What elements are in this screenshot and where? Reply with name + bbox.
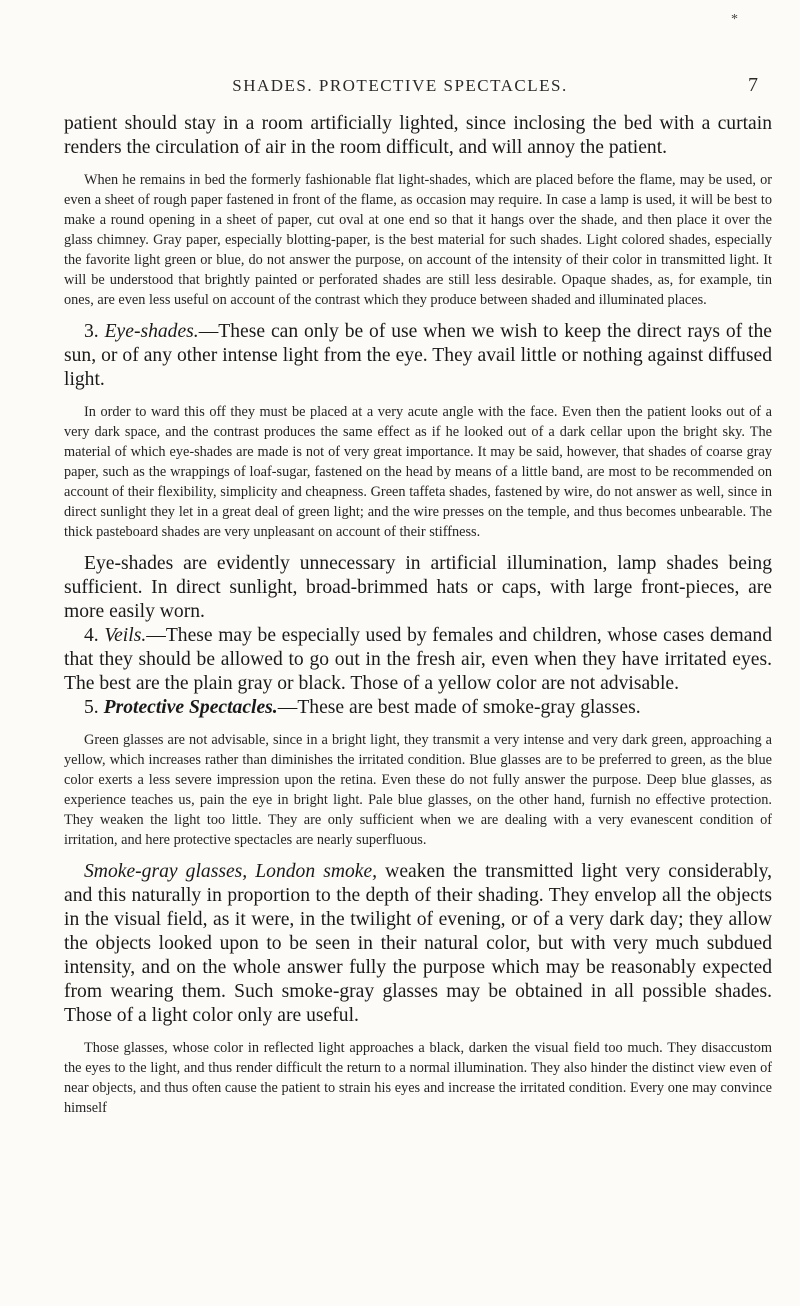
section-number: 5. xyxy=(84,697,99,718)
page-body xyxy=(64,112,772,1118)
margin-mark: * xyxy=(731,12,738,27)
paragraph-continuation: patient should stay in a room artificially lighted, since inclosing the bed with a curtain renders the circulation of air in the room difficult, and will annoy the patient. xyxy=(64,113,772,158)
section-body: weaken the transmitted light very considerably, and this naturally in proportion to the depth of their shading. They envelop all the objects in the visual field, as it were, in the twilight of evening, or of a very dark day; they allow the objects looked upon to be seen in their natural color, but with very much subdued intensity, and on the whole answer fully the purpose which may be reasonably expected from wearing them. Such smoke-gray glasses may be obtained in all possible shades. Those of a light color only are useful. xyxy=(64,861,773,1026)
paragraph-smoke-gray xyxy=(64,860,772,1028)
section-heading-eye-shades: Eye-shades. xyxy=(104,321,199,342)
running-title: SHADES. PROTECTIVE SPECTACLES. xyxy=(232,76,568,95)
paragraph-lamp-shades: Eye-shades are evidently unnecessary in artificial illumination, lamp shades being sufficient. In direct sunlight, broad-brimmed hats or caps, with large front-pieces, are more easily worn. xyxy=(64,553,772,622)
paragraph-small-light-shades: When he remains in bed the formerly fashionable flat light-shades, which are placed before the flame, may be used, or even a sheet of rough paper fastened in front of the flame, as occasion may require. In case a lamp is used, it will be best to make a round opening in a sheet of paper, cut oval at one end so that it hangs over the shade, and then place it over the glass chimney. Gray paper, especially blotting-paper, is the best material for such shades. Light colored shades, especially the favorite light green or blue, do not answer the purpose, on account of the intensity of their color in transmitted light. It will be understood that brightly painted or perforated shades are still less desirable. Opaque shades, as, for example, tin ones, are even less useful on account of the contrast which they produce between shaded and illuminated places. xyxy=(64,172,772,308)
paragraph-small-eye-shades: In order to ward this off they must be placed at a very acute angle with the face. Even then the patient looks out of a very dark space, and the contrast produces the same effect as if he looked out of a dark cellar upon the bright sky. The material of which eye-shades are made is not of very great importance. It may be said, however, that shades of coarse gray paper, such as the wrappings of loaf-sugar, fastened on the head by means of a little band, are most to be recommended on account of their flexibility, simplicity and cheapness. Green taffeta shades, fastened by wire, do not answer as well, since in direct sunlight they let in a great deal of green light; and the wire presses on the temple, and thus becomes unbearable. The thick pasteboard shades are very unpleasant on account of their stiffness. xyxy=(64,404,772,540)
section-number: 3. xyxy=(84,321,99,342)
section-body: —These can only be of use when we wish to keep the direct rays of the sun, or of any other intense light from the eye. They avail little or nothing against diffused light. xyxy=(64,321,772,390)
section-heading-protective-spectacles: Protective Spectacles. xyxy=(103,697,278,718)
running-head xyxy=(0,12,800,100)
paragraph-veils xyxy=(64,624,772,696)
section-body: —These may be especially used by females and children, whose cases demand that they should be allowed to go out in the fresh air, even when they have irritated eyes. The best are the plain gray or black. Those of a yellow color are not advisable. xyxy=(64,625,772,694)
term-smoke-gray-glasses: Smoke-gray glasses, London smoke, xyxy=(84,861,378,882)
page-number: 7 xyxy=(748,74,758,96)
section-number: 4. xyxy=(84,625,99,646)
paragraph-small-green-glasses: Green glasses are not advisable, since in a bright light, they transmit a very intense and very dark green, approaching a yellow, which increases rather than diminishes the irritated condition. Blue glasses are to be preferred to green, as the blue color exerts a less severe impression upon the retina. Even these do not fully answer the purpose. Deep blue glasses, as experience teaches us, pain the eye in bright light. Pale blue glasses, on the other hand, furnish no effective protection. They weaken the light too little. They are only sufficient when we are dealing with a very evanescent condition of irritation, and here protective spectacles are nearly superfluous. xyxy=(64,732,772,848)
paragraph-protective-spectacles xyxy=(64,696,772,720)
section-heading-veils: Veils. xyxy=(104,625,147,646)
paragraph-small-dark-glasses: Those glasses, whose color in reflected light approaches a black, darken the visual field too much. They disaccustom the eyes to the light, and thus render difficult the return to a normal illumination. They also hinder the distinct view even of near objects, and thus often cause the patient to strain his eyes and increase the irritated condition. Every one may convince himself xyxy=(64,1040,772,1116)
paragraph-eye-shades xyxy=(64,320,772,392)
section-body: —These are best made of smoke-gray glasses. xyxy=(277,697,641,718)
